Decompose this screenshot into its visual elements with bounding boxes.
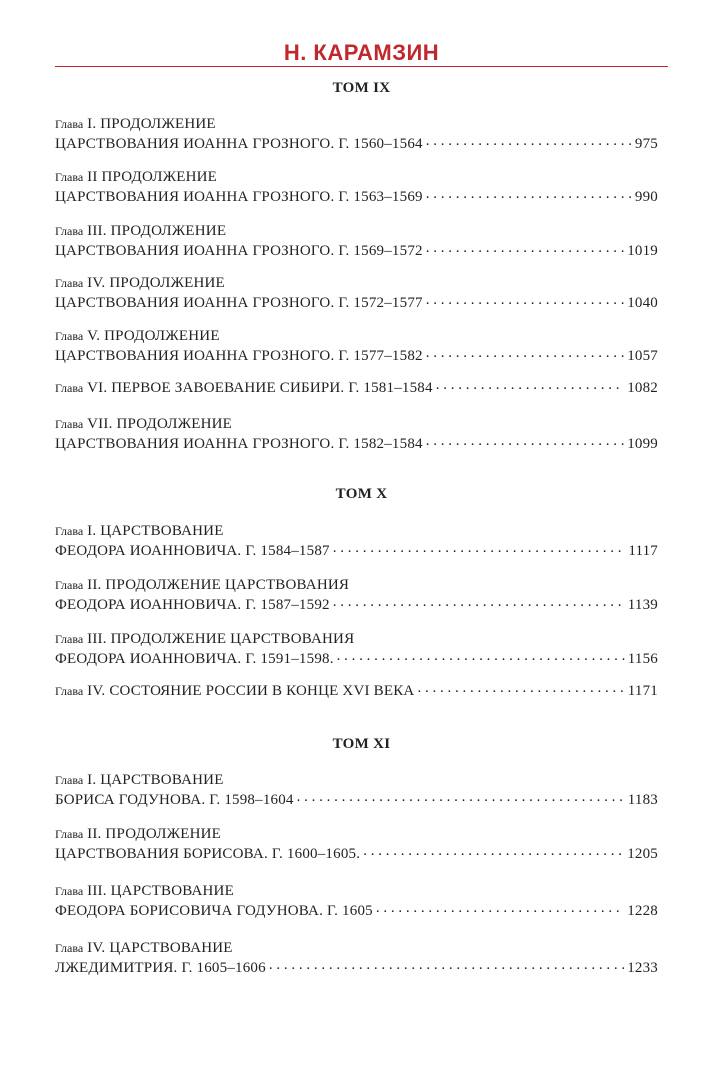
chapter-title-line1 xyxy=(55,114,658,134)
chapter-title-line1 xyxy=(55,575,658,595)
toc-entry[interactable] xyxy=(55,221,658,261)
volume-title: ТОМ X xyxy=(335,486,388,502)
chapter-title-line2 xyxy=(55,958,658,978)
dot-leader xyxy=(363,844,624,858)
chapter-subtitle-text: ЦАРСТВОВАНИЯ ИОАННА ГРОЗНОГО. Г. 1582–1584 xyxy=(55,436,423,452)
toc-entry[interactable] xyxy=(55,681,658,701)
chapter-subtitle xyxy=(55,134,423,154)
volume-title: ТОМ IX xyxy=(332,80,391,96)
page-number: 1099 xyxy=(627,436,658,452)
page-number: 990 xyxy=(634,189,658,205)
dot-leader xyxy=(333,541,626,555)
dot-leader xyxy=(426,241,624,255)
toc-entry[interactable] xyxy=(55,938,658,978)
dot-leader xyxy=(426,434,624,448)
page-number: 975 xyxy=(634,136,658,152)
chapter-subtitle-text: ЦАРСТВОВАНИЯ ИОАННА ГРОЗНОГО. Г. 1569–1572 xyxy=(55,243,423,259)
chapter-title-text: I. ПРОДОЛЖЕНИЕ xyxy=(87,116,216,132)
chapter-subtitle xyxy=(55,346,423,366)
chapter-title-text: III. ПРОДОЛЖЕНИЕ ЦАРСТВОВАНИЯ xyxy=(87,631,355,647)
chapter-title-line1 xyxy=(55,273,658,293)
chapter-subtitle xyxy=(55,595,330,615)
chapter-subtitle xyxy=(55,187,423,207)
chapter-prefix: Глава xyxy=(55,684,84,698)
toc-entry[interactable] xyxy=(55,521,658,561)
chapter-subtitle-text: БОРИСА ГОДУНОВА. Г. 1598–1604 xyxy=(55,792,294,808)
page-number: 1019 xyxy=(627,243,658,259)
chapter-title-text: III. ПРОДОЛЖЕНИЕ xyxy=(87,223,227,239)
chapter-subtitle-text: VI. ПЕРВОЕ ЗАВОЕВАНИЕ СИБИРИ. Г. 1581–1584 xyxy=(87,380,433,396)
chapter-title-text: II. ПРОДОЛЖЕНИЕ xyxy=(87,826,221,842)
chapter-title-text: I. ЦАРСТВОВАНИЕ xyxy=(87,772,224,788)
chapter-subtitle-text: ЦАРСТВОВАНИЯ ИОАННА ГРОЗНОГО. Г. 1563–1569 xyxy=(55,189,423,205)
page-number: 1183 xyxy=(627,792,658,808)
chapter-prefix: Глава xyxy=(55,417,84,431)
chapter-prefix: Глава xyxy=(55,224,84,238)
page-number: 1040 xyxy=(627,295,658,311)
chapter-title-line1 xyxy=(55,326,658,346)
chapter-subtitle xyxy=(55,790,294,810)
dot-leader xyxy=(297,790,625,804)
chapter-subtitle-text: ЛЖЕДИМИТРИЯ. Г. 1605–1606 xyxy=(55,960,266,976)
chapter-subtitle xyxy=(55,541,330,561)
chapter-title-line1 xyxy=(55,221,658,241)
page-number: 1117 xyxy=(628,543,658,559)
chapter-subtitle-text: ФЕОДОРА ИОАННОВИЧА. Г. 1584–1587 xyxy=(55,543,330,559)
chapter-prefix: Глава xyxy=(55,827,84,841)
dot-leader xyxy=(436,378,624,392)
page-number: 1057 xyxy=(627,348,658,364)
chapter-prefix: Глава xyxy=(55,117,84,131)
toc-entry[interactable] xyxy=(55,326,658,366)
chapter-subtitle-text: ФЕОДОРА ИОАННОВИЧА. Г. 1591–1598. xyxy=(55,651,334,667)
chapter-title-line2 xyxy=(55,187,658,207)
author-name: Н. КАРАМЗИН xyxy=(283,40,440,65)
chapter-prefix: Глава xyxy=(55,381,84,395)
volume-title: ТОМ XI xyxy=(332,736,391,752)
toc-entry[interactable] xyxy=(55,273,658,313)
chapter-subtitle-text: ЦАРСТВОВАНИЯ ИОАННА ГРОЗНОГО. Г. 1577–1582 xyxy=(55,348,423,364)
chapter-prefix: Глава xyxy=(55,524,84,538)
chapter-title-text: V. ПРОДОЛЖЕНИЕ xyxy=(87,328,220,344)
chapter-title-text: III. ЦАРСТВОВАНИЕ xyxy=(87,883,234,899)
chapter-prefix: Глава xyxy=(55,276,84,290)
chapter-title-line2 xyxy=(55,541,658,561)
chapter-title-text: VII. ПРОДОЛЖЕНИЕ xyxy=(87,416,233,432)
chapter-prefix: Глава xyxy=(55,884,84,898)
chapter-prefix: Глава xyxy=(55,170,84,184)
chapter-title-line2 xyxy=(55,434,658,454)
chapter-title-line2 xyxy=(55,346,658,366)
page-number: 1171 xyxy=(627,683,658,699)
chapter-subtitle-text: ЦАРСТВОВАНИЯ ИОАННА ГРОЗНОГО. Г. 1560–1564 xyxy=(55,136,423,152)
toc-entry[interactable] xyxy=(55,414,658,454)
chapter-title-line2 xyxy=(55,241,658,261)
dot-leader xyxy=(333,595,625,609)
chapter-title-text: I. ЦАРСТВОВАНИЕ xyxy=(87,523,224,539)
dot-leader xyxy=(269,958,624,972)
chapter-subtitle xyxy=(55,378,433,398)
toc-entry[interactable] xyxy=(55,575,658,615)
toc-entry[interactable] xyxy=(55,378,658,398)
chapter-subtitle xyxy=(55,293,423,313)
page-number: 1205 xyxy=(627,846,658,862)
page-number: 1156 xyxy=(627,651,658,667)
toc-entry[interactable] xyxy=(55,629,658,669)
chapter-subtitle xyxy=(55,844,360,864)
chapter-title-line2 xyxy=(55,595,658,615)
chapter-title-text: II. ПРОДОЛЖЕНИЕ ЦАРСТВОВАНИЯ xyxy=(87,577,350,593)
chapter-subtitle xyxy=(55,958,266,978)
page-number: 1139 xyxy=(627,597,658,613)
dot-leader xyxy=(426,346,624,360)
chapter-title-line2 xyxy=(55,134,658,154)
chapter-subtitle-text: ФЕОДОРА ИОАННОВИЧА. Г. 1587–1592 xyxy=(55,597,330,613)
header-rule xyxy=(55,66,668,67)
chapter-title-line1 xyxy=(55,824,658,844)
dot-leader xyxy=(337,649,625,663)
dot-leader xyxy=(426,187,632,201)
dot-leader xyxy=(426,134,632,148)
chapter-subtitle xyxy=(55,241,423,261)
toc-entry[interactable] xyxy=(55,881,658,921)
page-number: 1233 xyxy=(627,960,658,976)
toc-entry[interactable] xyxy=(55,824,658,864)
chapter-title-line2 xyxy=(55,378,658,398)
chapter-subtitle xyxy=(55,434,423,454)
page-header xyxy=(55,40,668,66)
chapter-subtitle-text: ЦАРСТВОВАНИЯ БОРИСОВА. Г. 1600–1605. xyxy=(55,846,361,862)
chapter-title-text: IV. ПРОДОЛЖЕНИЕ xyxy=(87,275,225,291)
chapter-prefix: Глава xyxy=(55,578,84,592)
chapter-subtitle xyxy=(55,901,373,921)
chapter-prefix: Глава xyxy=(55,773,84,787)
chapter-subtitle-text: ФЕОДОРА БОРИСОВИЧА ГОДУНОВА. Г. 1605 xyxy=(55,903,373,919)
chapter-prefix: Глава xyxy=(55,329,84,343)
chapter-title-text: II ПРОДОЛЖЕНИЕ xyxy=(87,169,218,185)
chapter-title-line1 xyxy=(55,881,658,901)
toc-entry[interactable] xyxy=(55,167,658,207)
toc-entry[interactable] xyxy=(55,770,658,810)
chapter-subtitle xyxy=(55,681,414,701)
chapter-prefix: Глава xyxy=(55,632,84,646)
page-number: 1082 xyxy=(627,380,658,396)
chapter-title-line2 xyxy=(55,901,658,921)
dot-leader xyxy=(417,681,624,695)
chapter-subtitle-text: IV. СОСТОЯНИЕ РОССИИ В КОНЦЕ XVI ВЕКА xyxy=(87,683,415,699)
toc-entry[interactable] xyxy=(55,114,658,154)
dot-leader xyxy=(426,293,624,307)
chapter-title-text: IV. ЦАРСТВОВАНИЕ xyxy=(87,940,233,956)
chapter-title-line2 xyxy=(55,293,658,313)
chapter-prefix: Глава xyxy=(55,941,84,955)
chapter-title-line1 xyxy=(55,938,658,958)
chapter-title-line2 xyxy=(55,844,658,864)
chapter-subtitle xyxy=(55,649,334,669)
chapter-title-line2 xyxy=(55,649,658,669)
chapter-title-line1 xyxy=(55,629,658,649)
chapter-title-line1 xyxy=(55,414,658,434)
chapter-title-line1 xyxy=(55,521,658,541)
chapter-title-line1 xyxy=(55,770,658,790)
chapter-subtitle-text: ЦАРСТВОВАНИЯ ИОАННА ГРОЗНОГО. Г. 1572–1577 xyxy=(55,295,423,311)
dot-leader xyxy=(376,901,624,915)
chapter-title-line2 xyxy=(55,790,658,810)
chapter-title-line1 xyxy=(55,167,658,187)
page-number: 1228 xyxy=(627,903,658,919)
chapter-title-line2 xyxy=(55,681,658,701)
